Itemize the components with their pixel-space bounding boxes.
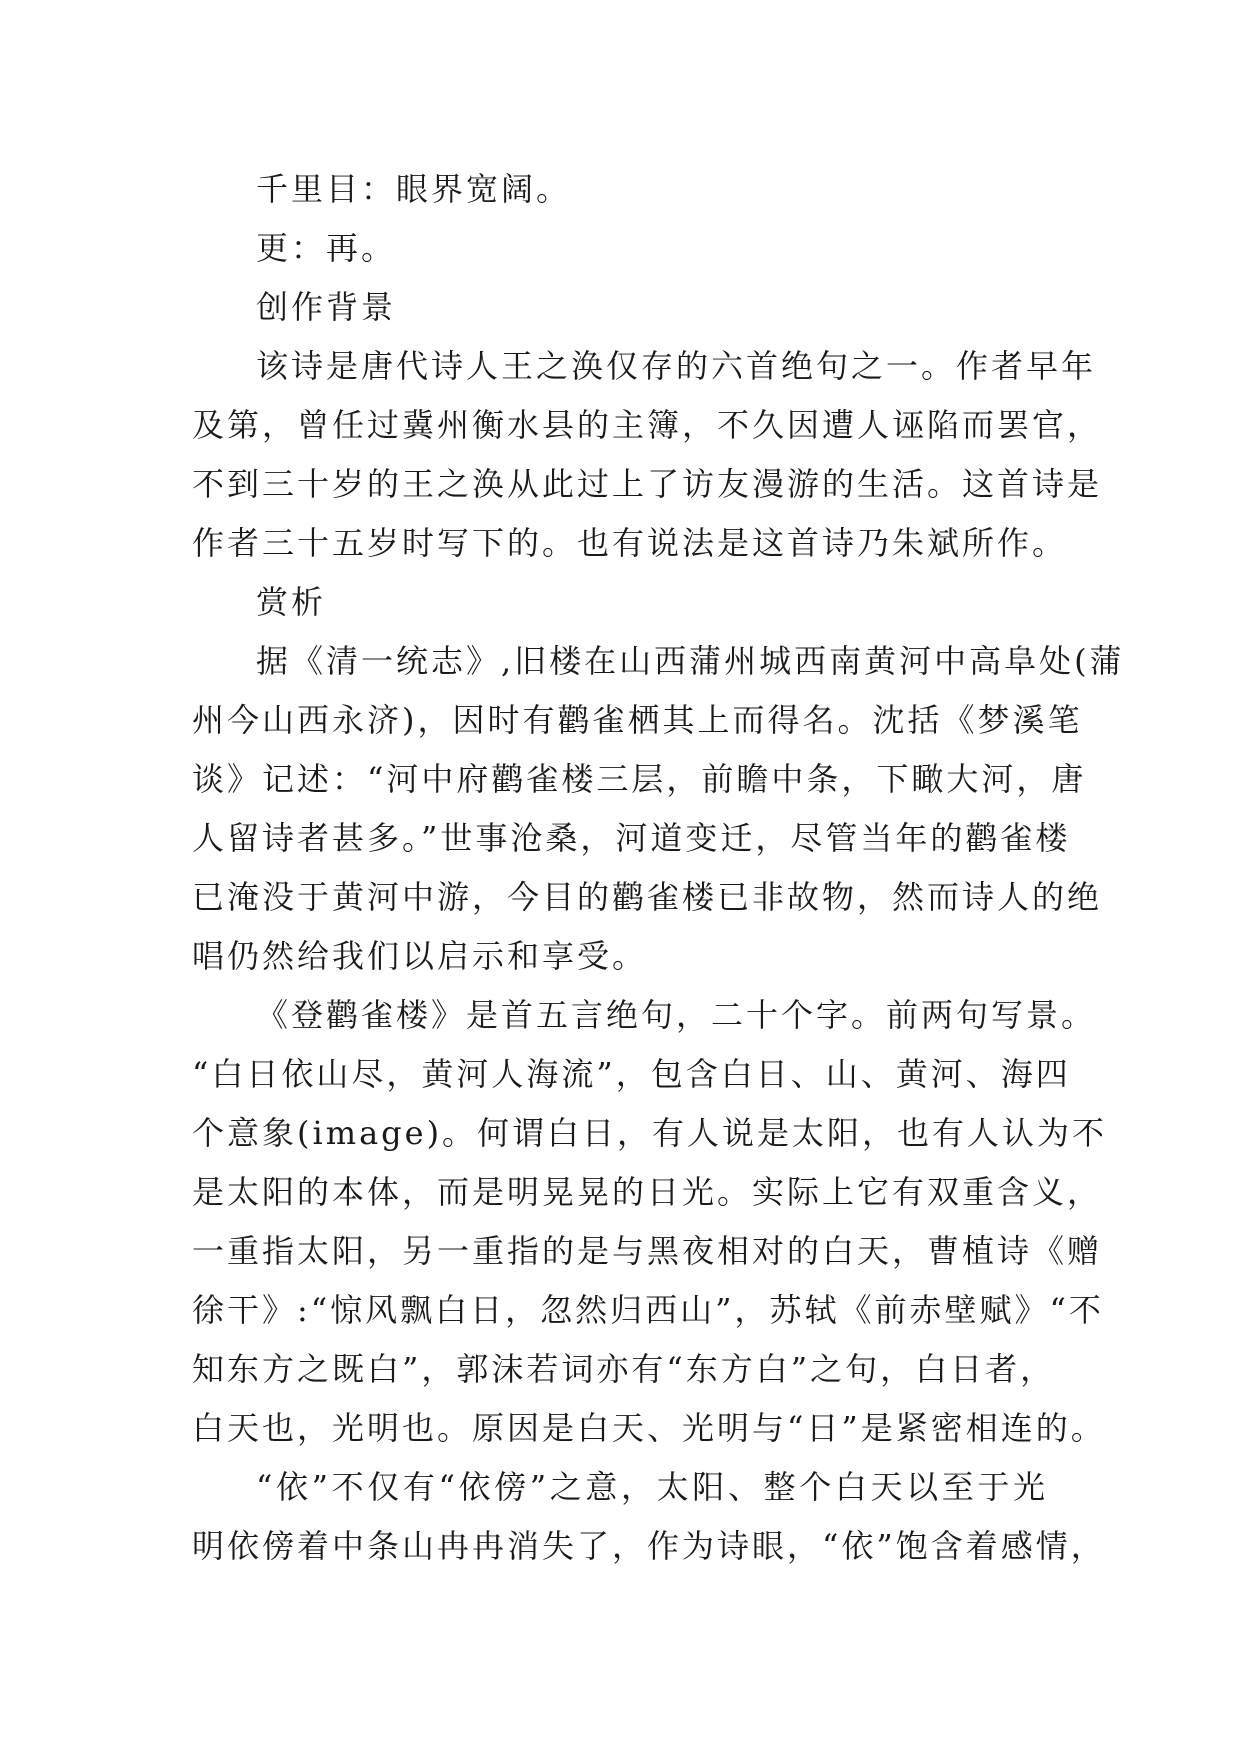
text-line: 州今山西永济)，因时有鹳雀栖其上而得名。沈括《梦溪笔	[192, 701, 1083, 739]
text-line: 不到三十岁的王之涣从此过上了访友漫游的生活。这首诗是	[192, 465, 1103, 503]
text-line: 据《清一统志》,旧楼在山西蒲州城西南黄河中高阜处(蒲	[256, 642, 1125, 680]
text-line: 更：再。	[256, 229, 397, 267]
text-line: 徐干》:“惊风飘白日，忽然归西山”，苏轼《前赤壁赋》“不	[192, 1291, 1104, 1329]
section-heading-appreciation: 赏析	[256, 583, 327, 621]
text-line: “依”不仅有“依傍”之意，太阳、整个白天以至于光	[256, 1468, 1048, 1506]
text-line: 作者三十五岁时写下的。也有说法是这首诗乃朱斌所作。	[192, 524, 1068, 562]
text-line: 《登鹳雀楼》是首五言绝句，二十个字。前两句写景。	[256, 996, 1097, 1034]
text-line: 该诗是唐代诗人王之涣仅存的六首绝句之一。作者早年	[256, 347, 1097, 385]
text-line: 明依傍着中条山冉冉消失了，作为诗眼，“依”饱含着感情，	[192, 1527, 1106, 1565]
text-line: 已淹没于黄河中游，今目的鹳雀楼已非故物，然而诗人的绝	[192, 878, 1103, 916]
text-line: “白日依山尽，黄河人海流”，包含白日、山、黄河、海四	[192, 1055, 1071, 1093]
text-line: 白天也，光明也。原因是白天、光明与“日”是紧密相连的。	[192, 1409, 1106, 1447]
section-heading-background: 创作背景	[256, 288, 397, 326]
text-line: 唱仍然给我们以启示和享受。	[192, 937, 648, 975]
text-line: 千里目：眼界宽阔。	[256, 170, 572, 208]
document-page	[192, 160, 1125, 1576]
text-line: 个意象(image)。何谓白日，有人说是太阳，也有人认为不	[192, 1114, 1108, 1152]
text-line: 人留诗者甚多。”世事沧桑，河道变迁，尽管当年的鹳雀楼	[192, 819, 1071, 857]
text-line: 知东方之既白”，郭沫若词亦有“东方白”之句，白日者，	[192, 1350, 1056, 1388]
text-line: 及第，曾任过冀州衡水县的主簿，不久因遭人诬陷而罢官，	[192, 406, 1103, 444]
text-line: 谈》记述：“河中府鹳雀楼三层，前瞻中条，下瞰大河，唐	[192, 760, 1087, 798]
text-line: 是太阳的本体，而是明晃晃的日光。实际上它有双重含义，	[192, 1173, 1103, 1211]
text-line: 一重指太阳，另一重指的是与黑夜相对的白天，曹植诗《赠	[192, 1232, 1103, 1270]
